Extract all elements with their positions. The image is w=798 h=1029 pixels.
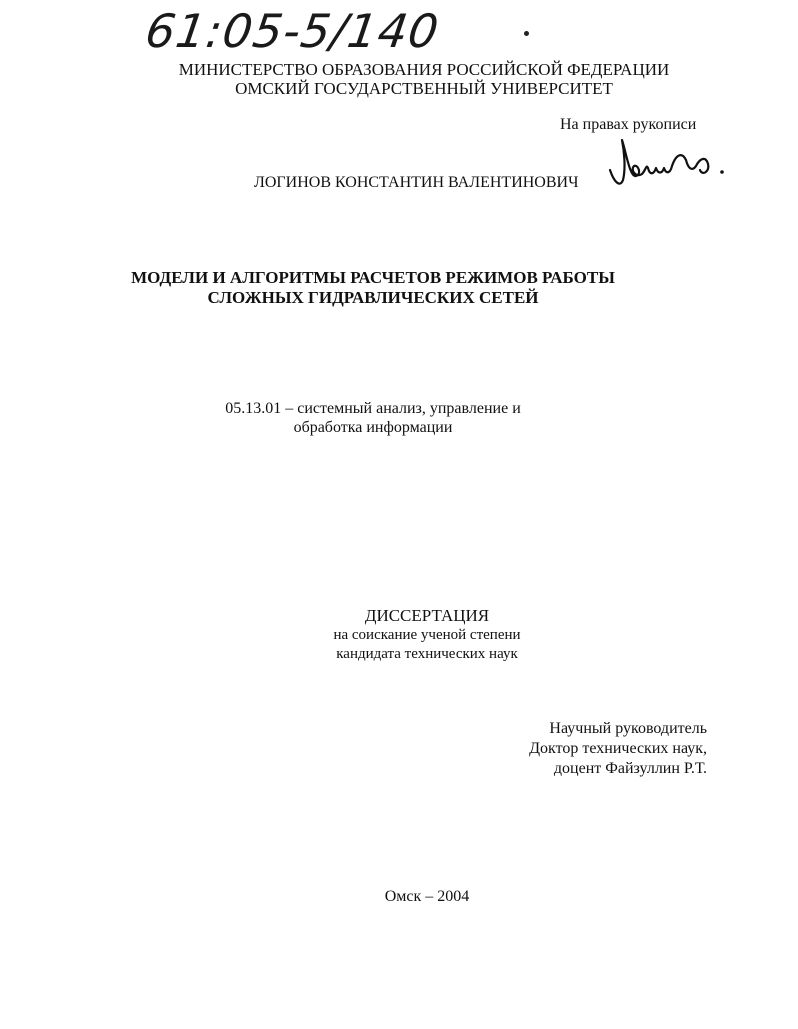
- ink-dot: [524, 31, 529, 36]
- author-name: ЛОГИНОВ КОНСТАНТИН ВАЛЕНТИНОВИЧ: [254, 174, 579, 191]
- degree-line-1: на соискание ученой степени: [333, 627, 521, 643]
- signature-mark: [596, 130, 736, 200]
- manuscript-note: На правах рукописи: [560, 116, 697, 133]
- ministry-heading: МИНИСТЕРСТВО ОБРАЗОВАНИЯ РОССИЙСКОЙ ФЕДЕРАЦИИ: [178, 60, 670, 79]
- advisor-degree: Доктор технических наук,: [529, 740, 707, 757]
- specialty-line-1: 05.13.01 – системный анализ, управление и: [225, 400, 521, 417]
- dissertation-title-line-2: СЛОЖНЫХ ГИДРАВЛИЧЕСКИХ СЕТЕЙ: [207, 288, 539, 307]
- place-year: Омск – 2004: [384, 888, 470, 905]
- advisor-name: доцент Файзуллин Р.Т.: [553, 760, 707, 777]
- advisor-label: Научный руководитель: [549, 720, 707, 737]
- university-heading: ОМСКИЙ ГОСУДАРСТВЕННЫЙ УНИВЕРСИТЕТ: [235, 79, 613, 98]
- archive-code: 61:05-5/140: [142, 4, 443, 58]
- dissertation-heading: ДИССЕРТАЦИЯ: [364, 606, 490, 625]
- specialty-line-2: обработка информации: [293, 419, 453, 436]
- degree-line-2: кандидата технических наук: [336, 646, 518, 662]
- dissertation-title-line-1: МОДЕЛИ И АЛГОРИТМЫ РАСЧЕТОВ РЕЖИМОВ РАБОТЫ: [131, 268, 615, 287]
